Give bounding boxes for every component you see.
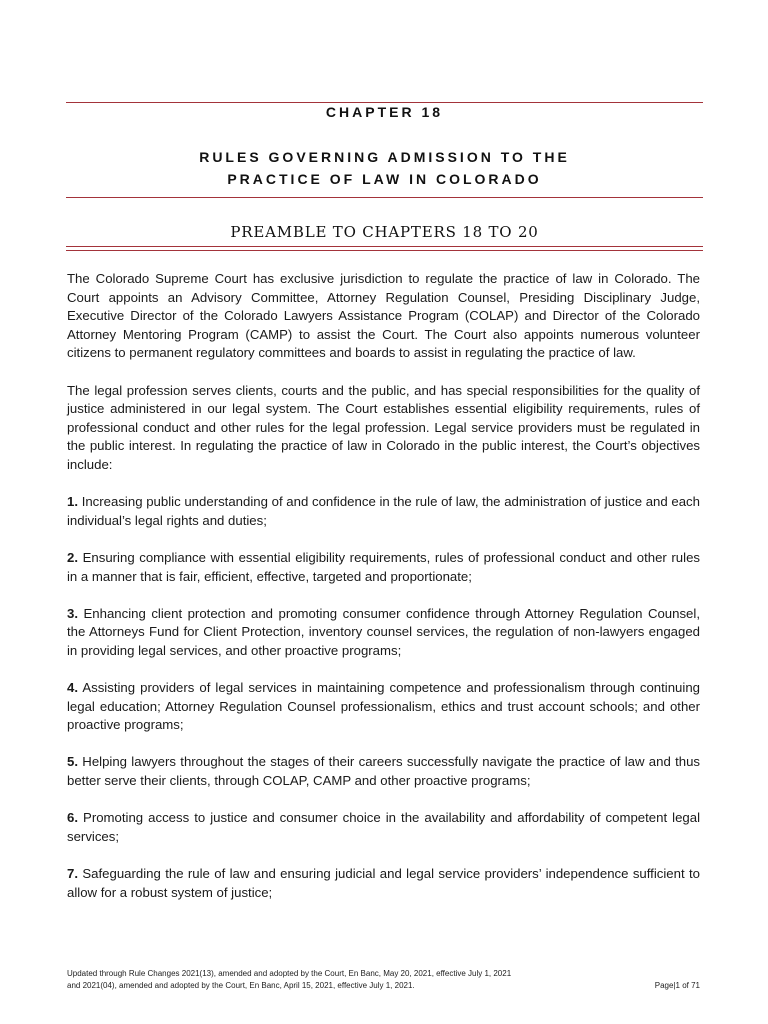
page-footer xyxy=(67,968,700,992)
objective-item xyxy=(67,865,700,902)
objective-number: 6. xyxy=(67,810,78,826)
objective-number: 4. xyxy=(67,680,78,696)
objective-text: Assisting providers of legal services in maintaining competence and professionalism through continuing legal education; Attorney Regulation Counsel professionalism, ethics and trust account schools; and other proactive programs; xyxy=(67,680,700,733)
header-top-rule xyxy=(66,102,703,103)
objective-number: 5. xyxy=(67,754,78,770)
page-number: Page|1 of 71 xyxy=(654,981,700,990)
footer-update-line-1: Updated through Rule Changes 2021(13), amended and adopted by the Court, En Banc, May 20, 2021, effective July 1, 2021 xyxy=(67,969,512,978)
footer-update-line-2: and 2021(04), amended and adopted by the Court, En Banc, April 15, 2021, effective July 1, 2021. xyxy=(67,981,415,990)
objective-item xyxy=(67,753,700,790)
objective-text: Increasing public understanding of and confidence in the rule of law, the administration of justice and each individual’s legal rights and duties; xyxy=(67,494,700,528)
objective-text: Promoting access to justice and consumer choice in the availability and affordability of competent legal services; xyxy=(67,810,700,844)
objective-item xyxy=(67,493,700,530)
document-body xyxy=(67,270,700,921)
objective-item xyxy=(67,549,700,586)
preamble-rule-1 xyxy=(66,246,703,247)
chapter-title-line-1: RULES GOVERNING ADMISSION TO THE xyxy=(199,149,570,165)
chapter-title xyxy=(66,146,703,190)
paragraph-jurisdiction: The Colorado Supreme Court has exclusive jurisdiction to regulate the practice of law in Colorado. The Court appoints an Advisory Committee, Attorney Regulation Counsel, Presiding Disciplinary Judge, Executive Director of the Colorado Lawyers Assistance Program (COLAP) and Director of the Colorado Attorney Mentoring Program (CAMP) to assist the Court. The Court also appoints numerous volunteer citizens to permanent regulatory committees and boards to assist in regulating the practice of law. xyxy=(67,271,700,361)
header-middle-rule xyxy=(66,197,703,198)
objective-number: 2. xyxy=(67,549,78,565)
objective-text: Safeguarding the rule of law and ensuring judicial and legal service providers’ independence sufficient to allow for a robust system of justice; xyxy=(67,866,700,900)
chapter-heading: CHAPTER 18 xyxy=(325,104,444,120)
objective-item xyxy=(67,679,700,735)
objective-text: Ensuring compliance with essential eligibility requirements, rules of professional conduct and other rules in a manner that is fair, efficient, effective, targeted and proportionate; xyxy=(67,549,700,584)
footer-row xyxy=(67,980,700,992)
objective-number: 1. xyxy=(67,494,78,510)
chapter-title-line-2: PRACTICE OF LAW IN COLORADO xyxy=(227,171,542,187)
objective-item xyxy=(67,605,700,661)
objective-text: Helping lawyers throughout the stages of their careers successfully navigate the practice of law and thus better serve their clients, through COLAP, CAMP and other proactive programs; xyxy=(67,754,701,789)
paragraph-legal-profession: The legal profession serves clients, courts and the public, and has special responsibilities for the quality of justice administered in our legal system. The Court establishes essential eligibility requirements, rules of professional conduct and other rules for the legal profession. Legal service providers must be regulated in the public interest. In regulating the practice of law in Colorado in the public interest, the Court’s objectives include: xyxy=(67,382,700,472)
objective-number: 3. xyxy=(67,605,78,621)
objective-text: Enhancing client protection and promoting consumer confidence through Attorney Regulation Counsel, the Attorneys Fund for Client Protection, inventory counsel services, the regulation of non-lawyers engaged in providing legal services, and other proactive programs; xyxy=(67,605,700,658)
preamble-rule-2 xyxy=(66,250,703,251)
objective-number: 7. xyxy=(67,866,78,881)
objective-item xyxy=(67,809,700,846)
preamble-heading: PREAMBLE TO CHAPTERS 18 TO 20 xyxy=(230,223,539,241)
